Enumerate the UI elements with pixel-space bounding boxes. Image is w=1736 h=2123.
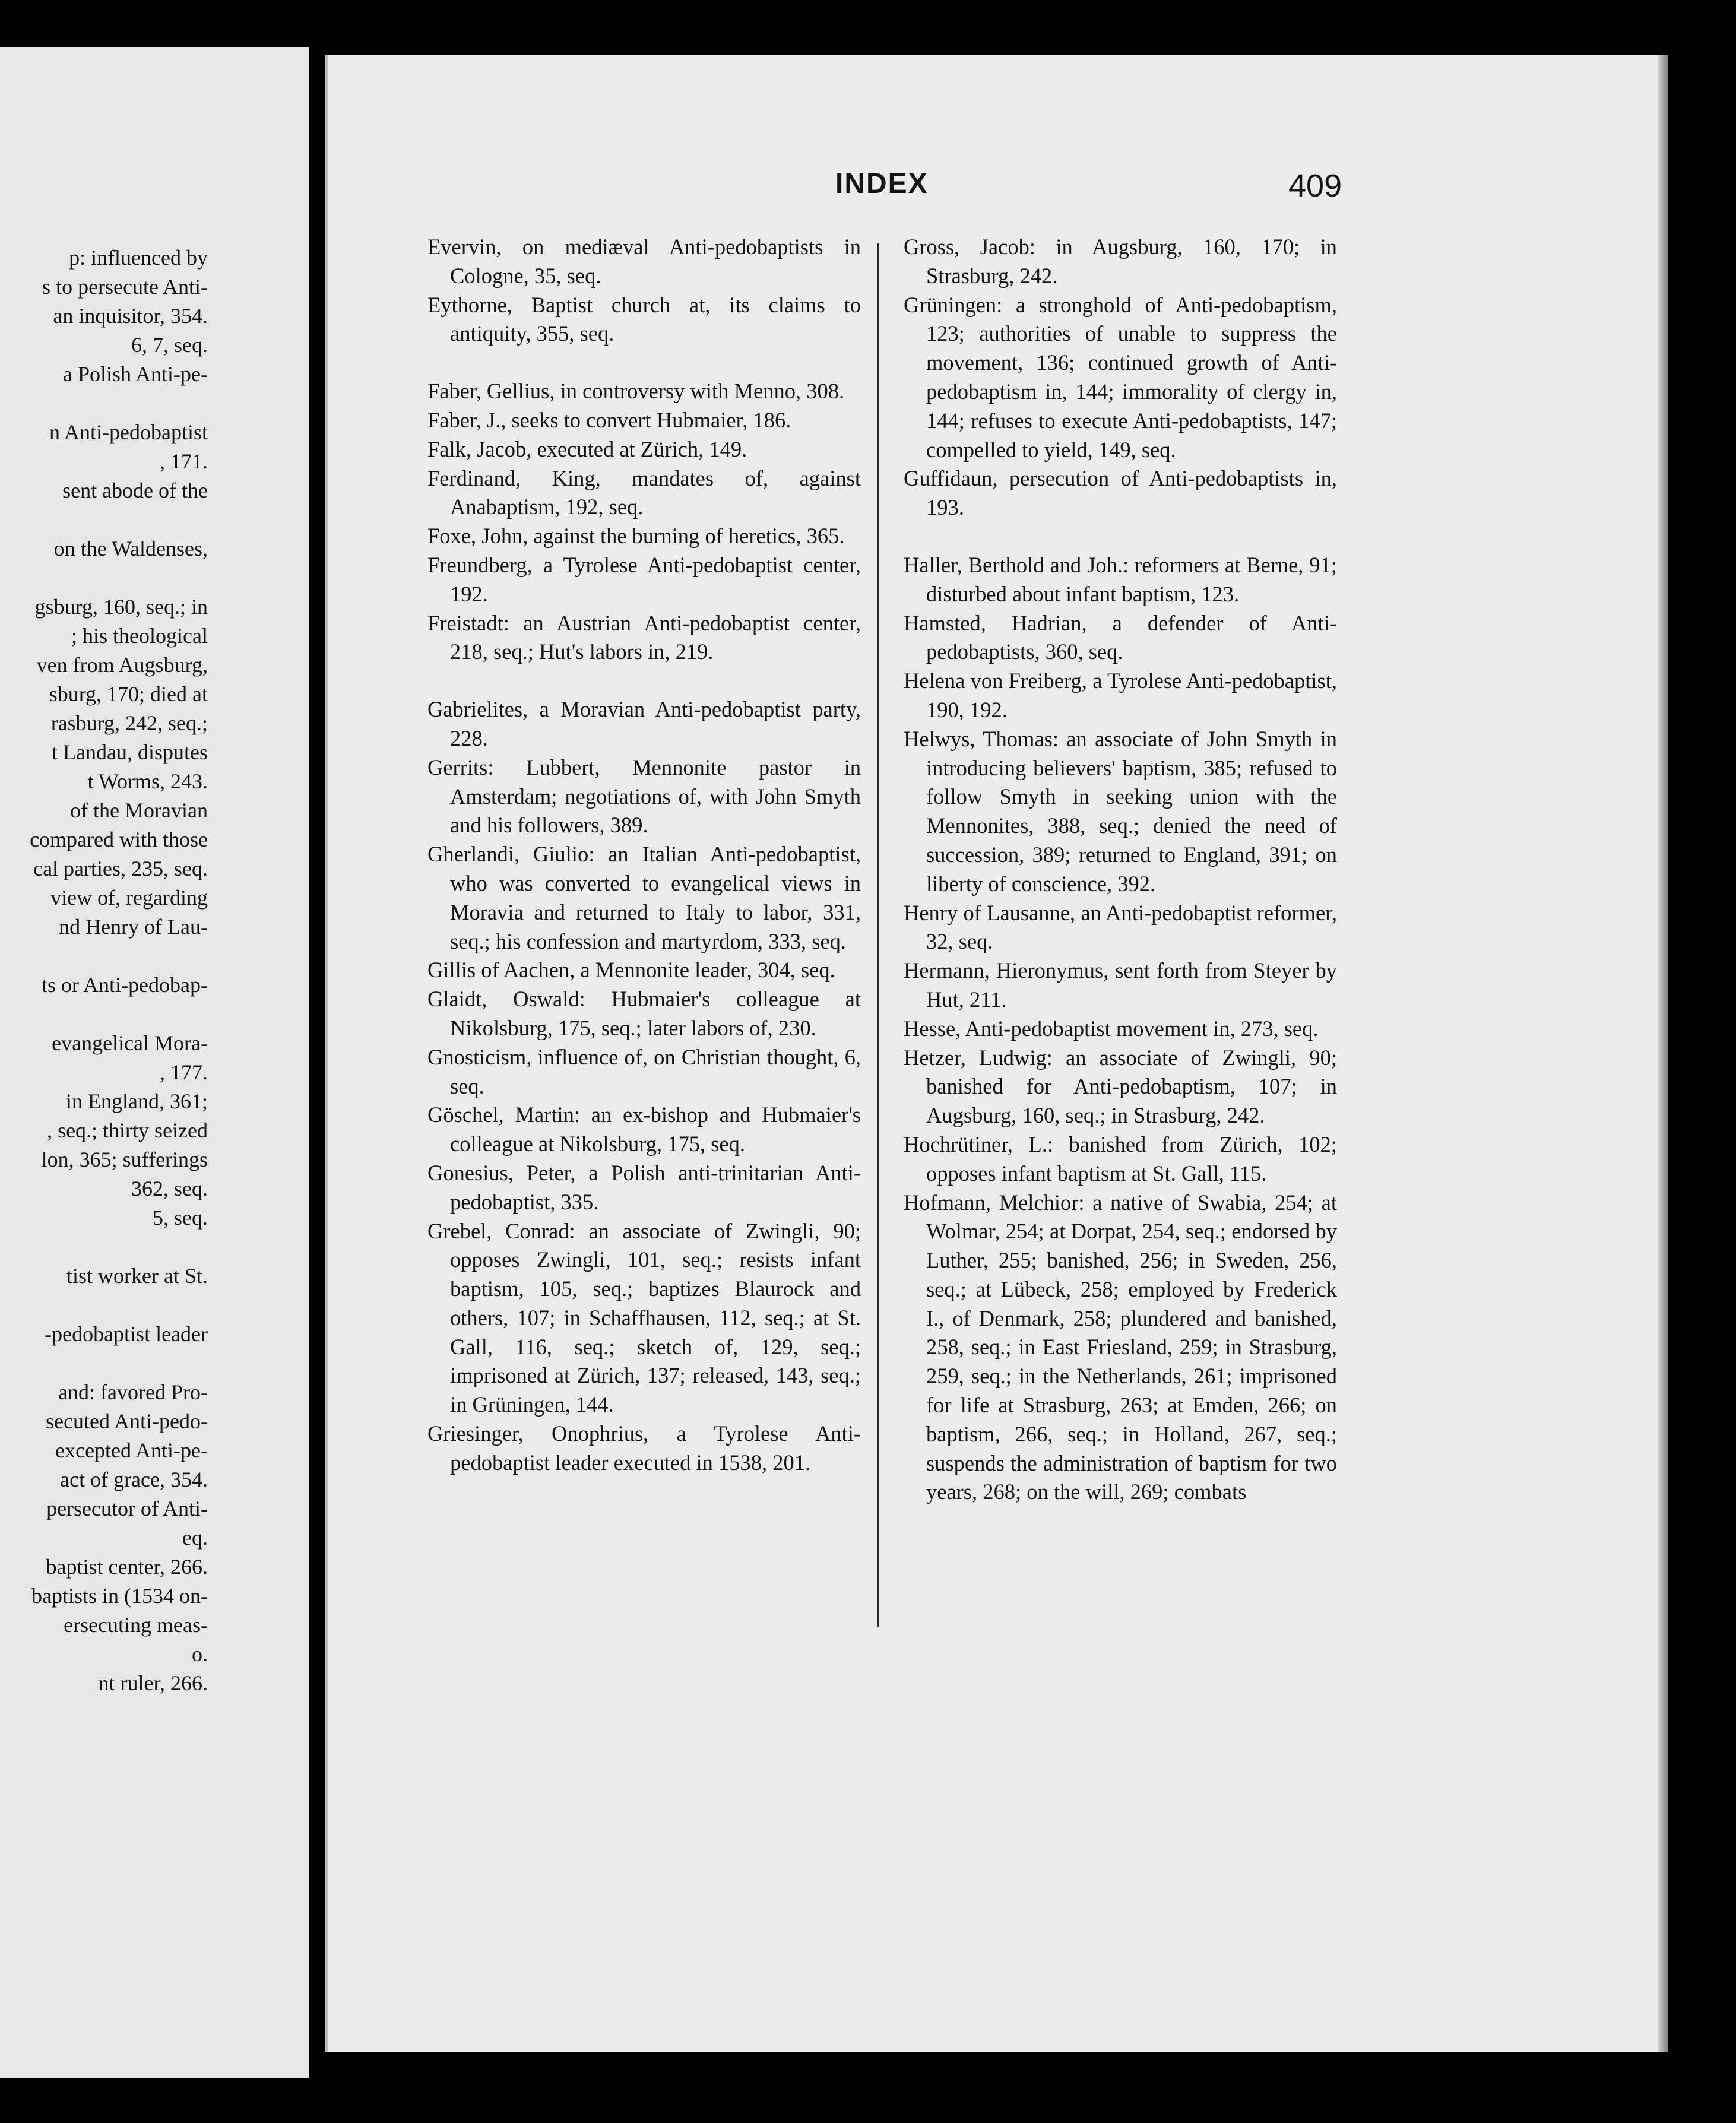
- column-divider: [877, 243, 879, 1627]
- previous-page-line: eq.: [182, 1526, 208, 1550]
- previous-page-line: s to persecute Anti-: [42, 275, 208, 299]
- previous-page-line: , 177.: [160, 1060, 208, 1084]
- index-entry: Freistadt: an Austrian Anti-pedobaptist center, 218, seq.; Hut's labors in, 219.: [427, 610, 861, 664]
- index-entry: Faber, J., seeks to convert Hubmaier, 186.: [427, 407, 791, 432]
- entry-group: [427, 695, 861, 1478]
- index-entry: Hochrütiner, L.: banished from Zürich, 102; opposes infant baptism at St. Gall, 115.: [904, 1132, 1337, 1186]
- index-entry: Hamsted, Hadrian, a defender of Anti-pedobaptists, 360, seq.: [904, 610, 1337, 664]
- index-entry: Gillis of Aachen, a Mennonite leader, 304, seq.: [427, 958, 835, 983]
- previous-page-line: nt ruler, 266.: [98, 1671, 208, 1695]
- previous-page-line: 6, 7, seq.: [131, 333, 208, 357]
- index-entry: Helwys, Thomas: an associate of John Smyth in introducing believers' baptism, 385; refused to follow Smyth in seeking union with the Mennonites, 388, seq.; denied the need of succession, 389; returned to England, 391; on liberty of conscience, 392.: [904, 726, 1337, 896]
- previous-page-line: baptist center, 266.: [46, 1555, 208, 1579]
- index-entry: Foxe, John, against the burning of heretics, 365.: [427, 524, 845, 549]
- previous-page-line: an inquisitor, 354.: [53, 304, 208, 328]
- index-entry: Grebel, Conrad: an associate of Zwingli, 90; opposes Zwingli, 101, seq.; resists infant baptism, 105, seq.; baptizes Blaurock and others, 107; in Schaffhausen, 112, seq.; at St. Gall, 116, seq.; sketch of, 129, seq.; imprisoned at Zürich, 137; released, 143, seq.; in Grüningen, 144.: [427, 1218, 861, 1417]
- previous-page-line: o.: [192, 1642, 208, 1666]
- previous-page-line: t Landau, disputes: [52, 740, 208, 764]
- entry-group: [904, 233, 1337, 522]
- index-entry: Gerrits: Lubbert, Mennonite pastor in Amsterdam; negotiations of, with John Smyth and his followers, 389.: [427, 755, 861, 838]
- index-entry: Eythorne, Baptist church at, its claims to antiquity, 355, seq.: [427, 292, 861, 346]
- index-entry: Falk, Jacob, executed at Zürich, 149.: [427, 436, 747, 461]
- index-entry: Faber, Gellius, in controversy with Menno, 308.: [427, 379, 845, 404]
- previous-page-line: a Polish Anti-pe-: [63, 362, 208, 386]
- previous-page-line: nd Henry of Lau-: [59, 915, 208, 939]
- index-entry: Griesinger, Onophrius, a Tyrolese Anti-pedobaptist leader executed in 1538, 201.: [427, 1421, 861, 1475]
- previous-page-line: ts or Anti-pedobap-: [42, 973, 208, 997]
- index-entry: Hofmann, Melchior: a native of Swabia, 254; at Wolmar, 254; at Dorpat, 254, seq.; endorsed by Luther, 255; banished, 256; in Sweden, 256, seq.; at Lübeck, 258; employed by Frederick I., of Denmark, 258; plundered and banished, 258, seq.; in East Friesland, 259; in Strasburg, 259, seq.; in the Netherlands, 261; imprisoned for life at Strasburg, 263; at Emden, 266; on baptism, 266, seq.; in Holland, 267, seq.; suspends the administration of baptism for two years, 268; on the will, 269; combats: [904, 1190, 1337, 1504]
- previous-page-line: secuted Anti-pedo-: [46, 1409, 208, 1433]
- previous-page-line: , seq.; thirty seized: [47, 1118, 208, 1142]
- index-entry: Gonesius, Peter, a Polish anti-trinitarian Anti-pedobaptist, 335.: [427, 1160, 861, 1214]
- previous-page-line: of the Moravian: [70, 798, 208, 822]
- previous-page-line: in England, 361;: [66, 1089, 208, 1113]
- index-page: [325, 55, 1658, 2052]
- previous-page-line: sent abode of the: [62, 479, 208, 502]
- previous-page-line: , 171.: [160, 449, 208, 473]
- previous-page-line: ven from Augsburg,: [36, 653, 208, 677]
- entry-group: [904, 551, 1337, 1507]
- previous-page-line: baptists in (1534 on-: [31, 1584, 208, 1608]
- index-entry: Gnosticism, influence of, on Christian thought, 6, seq.: [427, 1044, 861, 1098]
- index-entry: Grüningen: a stronghold of Anti-pedobaptism, 123; authorities of unable to suppress the movement, 136; continued growth of Anti-pedobaptism in, 144; immorality of clergy in, 144; refuses to execute Anti-pedobaptists, 147; compelled to yield, 149, seq.: [904, 292, 1337, 462]
- previous-page-line: lon, 365; sufferings: [41, 1148, 208, 1171]
- previous-page-line: t Worms, 243.: [87, 769, 208, 793]
- index-entry: Gherlandi, Giulio: an Italian Anti-pedobaptist, who was converted to evangelical views in Moravia and returned to Italy to labor, 331, seq.; his confession and martyrdom, 333, seq.: [427, 842, 861, 953]
- previous-page-line: sburg, 170; died at: [49, 682, 208, 706]
- index-entry: Haller, Berthold and Joh.: reformers at Berne, 91; disturbed about infant baptism, 123.: [904, 552, 1337, 606]
- index-column-1: [427, 233, 861, 1478]
- entry-group: [427, 377, 861, 667]
- previous-page-line: gsburg, 160, seq.; in: [34, 595, 208, 619]
- previous-page-line: -pedobaptist leader: [45, 1322, 208, 1346]
- index-entry: Helena von Freiberg, a Tyrolese Anti-pedobaptist, 190, 192.: [904, 668, 1337, 722]
- entry-group: [427, 233, 861, 348]
- previous-page-line: 362, seq.: [131, 1177, 208, 1200]
- previous-page-line: ersecuting meas-: [64, 1613, 208, 1637]
- index-entry: Hermann, Hieronymus, sent forth from Steyer by Hut, 211.: [904, 958, 1337, 1012]
- index-entry: Hesse, Anti-pedobaptist movement in, 273, seq.: [904, 1016, 1319, 1041]
- index-entry: Göschel, Martin: an ex-bishop and Hubmaier's colleague at Nikolsburg, 175, seq.: [427, 1102, 861, 1156]
- index-entry: Ferdinand, King, mandates of, against Anabaptism, 192, seq.: [427, 465, 861, 519]
- index-entry: Evervin, on mediæval Anti-pedobaptists in Cologne, 35, seq.: [427, 235, 861, 288]
- index-entry: Gross, Jacob: in Augsburg, 160, 170; in Strasburg, 242.: [904, 235, 1337, 288]
- previous-page-line: excepted Anti-pe-: [55, 1438, 208, 1462]
- index-entry: Hetzer, Ludwig: an associate of Zwingli, 90; banished for Anti-pedobaptism, 107; in Augsburg, 160, seq.; in Strasburg, 242.: [904, 1045, 1337, 1128]
- previous-page-line: evangelical Mora-: [52, 1031, 208, 1055]
- previous-page-line: p: influenced by: [69, 246, 208, 270]
- index-entry: Glaidt, Oswald: Hubmaier's colleague at Nikolsburg, 175, seq.; later labors of, 230.: [427, 987, 861, 1040]
- previous-page-line: ; his theological: [71, 624, 208, 648]
- index-column-2: [904, 233, 1337, 1507]
- index-entry: Freundberg, a Tyrolese Anti-pedobaptist center, 192.: [427, 552, 861, 606]
- previous-page-line: tist worker at St.: [66, 1264, 208, 1288]
- previous-page-line: on the Waldenses,: [53, 537, 208, 560]
- previous-page-line: view of, regarding: [50, 886, 208, 910]
- index-entry: Gabrielites, a Moravian Anti-pedobaptist party, 228.: [427, 697, 861, 750]
- previous-page-line: act of grace, 354.: [60, 1468, 208, 1491]
- previous-page-line: 5, seq.: [153, 1206, 208, 1230]
- previous-page-fragment: [0, 47, 309, 2078]
- previous-page-line: rasburg, 242, seq.;: [50, 711, 208, 735]
- page-number: 409: [1288, 168, 1342, 204]
- previous-page-line: n Anti-pedobaptist: [49, 420, 208, 444]
- index-entry: Guffidaun, persecution of Anti-pedobaptists in, 193.: [904, 466, 1337, 520]
- running-head: INDEX: [835, 168, 929, 199]
- index-entry: Henry of Lausanne, an Anti-pedobaptist reformer, 32, seq.: [904, 900, 1337, 954]
- previous-page-line: cal parties, 235, seq.: [33, 857, 208, 880]
- previous-page-line: persecutor of Anti-: [46, 1497, 208, 1520]
- previous-page-line: compared with those: [30, 828, 208, 851]
- previous-page-line: and: favored Pro-: [58, 1380, 208, 1404]
